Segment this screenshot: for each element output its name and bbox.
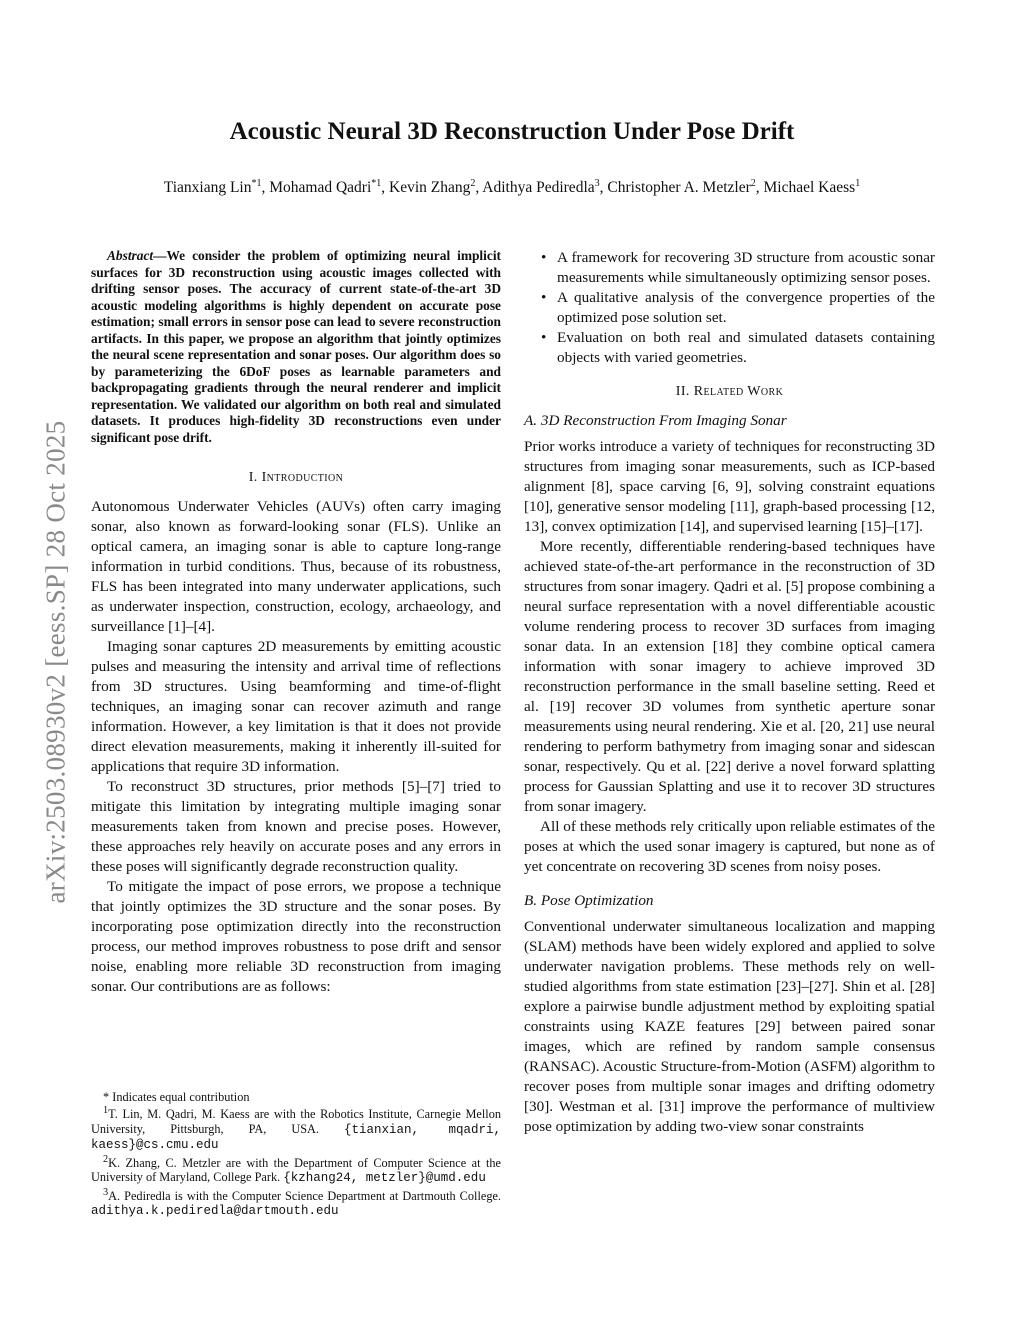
contribution-list [524,248,935,368]
email: {tianxian, mqadri, kaess}@cs.cmu.edu [91,1122,501,1153]
author: Christopher A. Metzler$^2$, [607,178,764,197]
email: {kzhang24, metzler}@umd.edu [283,1171,486,1186]
footnote-equal-contribution: * Indicates equal contribution [103,1090,250,1104]
paragraph: Imaging sonar captures 2D measurements by emitting acoustic pulses and measuring the intensity and arrival time of reflections from 3D structures. Using beamforming and time-of-flight techniques, an imaging sonar can recover azimuth and range information. However, a key limitation is that it does not provide direct elevation measurements, making it inherently ill-suited for applications that require 3D information. [91,638,501,775]
arxiv-identifier: arXiv:2503.08930v2 [eess.SP] 28 Oct 2025 [40,420,71,904]
abstract [91,248,501,446]
paragraph: More recently, differentiable rendering-based techniques have achieved state-of-the-art performance in the reconstruction of 3D structures from sonar imagery. Qadri et al. [5] propose combining a neural surface representation with a novel differentiable acoustic volume rendering process to recover 3D surfaces from imaging sonar data. In an extension [18] they combine optical camera information with sonar imagery to achieve improved 3D reconstruction performance in the small baseline setting. Reed et al. [19] recover 3D volumes from synthetic aperture sonar measurements using neural rendering. Xie et al. [20, 21] use neural rendering to perform bathymetry from imaging sonar and sidescan sonar, respectively. Qu et al. [22] derive a novel forward splatting process for Gaussian Splatting and use it to recover 3D structures from sonar imagery. [524,538,935,815]
email: adithya.k.pediredla@dartmouth.edu [91,1204,339,1219]
author-list [0,178,1024,197]
list-item: • A framework for recovering 3D structure from acoustic sonar measurements while simultaneously optimizing sensor poses. [524,248,935,288]
paragraph: Autonomous Underwater Vehicles (AUVs) often carry imaging sonar, also known as forward-looking sonar (FLS). Unlike an optical camera, an imaging sonar is able to capture long-range information in turbid conditions. Thus, because of its robustness, FLS has been integrated into many underwater applications, such as underwater inspection, construction, ecology, archaeology, and surveillance [1]–[4]. [91,498,501,635]
author: Adithya Pediredla$^3$, [482,178,608,197]
paragraph: Prior works introduce a variety of techniques for reconstructing 3D structures from imaging sonar measurements, such as ICP-based alignment [8], space carving [6, 9], solving constraint equations [10], generative sensor modeling [11], graph-based processing [12, 13], convex optimization [14], and supervised learning [15]–[17]. [524,438,935,535]
paper-title: Acoustic Neural 3D Reconstruction Under Pose Drift [229,118,795,145]
paragraph: All of these methods rely critically upon reliable estimates of the poses at which the used sonar imagery is captured, but none as of yet concentrate on recovering 3D scenes from noisy poses. [524,818,935,875]
author: Michael Kaess$^1$ [763,178,861,197]
paragraph: To mitigate the impact of pose errors, we propose a technique that jointly optimizes the 3D structure and the sonar poses. By incorporating pose optimization directly into the reconstruction process, our method improves robustness to pose drift and sensor noise, enabling more reliable 3D reconstruction from imaging sonar. Our contributions are as follows: [91,878,501,995]
subsection-heading: A. 3D Reconstruction From Imaging Sonar [524,412,787,429]
subsection-heading: B. Pose Optimization [524,892,654,909]
abstract-text: —We consider the problem of optimizing neural implicit surfaces for 3D reconstruction using acoustic images collected with drifting sensor poses. The accuracy of current state-of-the-art 3D acoustic modeling algorithms is highly dependent on accurate pose estimation; small errors in sensor pose can lead to severe reconstruction artifacts. In this paper, we propose an algorithm that jointly optimizes the neural scene representation and sonar poses. Our algorithm does so by parameterizing the 6DoF poses as learnable parameters and backpropagating gradients through the neural renderer and implicit representation. We validated our algorithm on both real and simulated datasets. It produces high-fidelity 3D reconstructions even under significant pose drift. [91,248,501,445]
author: Mohamad Qadri$^{*1}$, [269,178,390,197]
author: Kevin Zhang$^2$, [389,178,483,197]
footnote-affiliation-3: $^3$A. Pediredla is with the Computer Science Department at Dartmouth College. adithya.k.pediredla@dartmouth.edu [91,1186,501,1219]
right-column [524,248,935,1137]
footnote-affiliation-1: $^1$T. Lin, M. Qadri, M. Kaess are with the Robotics Institute, Carnegie Mellon University, Pittsburgh, PA, USA. {tianxian, mqadri, kaess}@cs.cmu.edu [91,1105,501,1153]
footnote-affiliation-2: $^2$K. Zhang, C. Metzler are with the Department of Computer Science at the University of Maryland, College Park. {kzhang24, metzler}@umd.edu [91,1153,501,1186]
section-heading-related-work: II. Related Work [675,384,784,399]
list-item: • Evaluation on both real and simulated datasets containing objects with varied geometries. [524,328,935,368]
paragraph: Conventional underwater simultaneous localization and mapping (SLAM) methods have been widely explored and applied to solve underwater navigation problems. These methods rely on well-studied algorithms from state estimation [23]–[27]. Shin et al. [28] explore a pairwise bundle adjustment method by exploiting spatial constraints using KAZE features [29] between paired sonar images, which are refined by random sample consensus (RANSAC). Acoustic Structure-from-Motion (ASFM) algorithm to recover poses from multiple sonar images and drifting odometry [30]. Westman et al. [31] improve the performance of multiview pose optimization by adding two-view sonar constraints [524,918,935,1135]
list-item: • A qualitative analysis of the convergence properties of the optimized pose solution set. [524,288,935,328]
left-column [91,248,501,997]
paragraph: To reconstruct 3D structures, prior methods [5]–[7] tried to mitigate this limitation by integrating multiple imaging sonar measurements taken from known and precise poses. However, these approaches rely heavily on accurate poses and any errors in these poses will significantly degrade reconstruction quality. [91,778,501,875]
author: Tianxiang Lin$^{*1}$, [163,178,270,197]
abstract-label: Abstract [107,248,154,263]
footnotes [91,1090,501,1219]
section-heading-introduction: I. Introduction [248,470,344,485]
